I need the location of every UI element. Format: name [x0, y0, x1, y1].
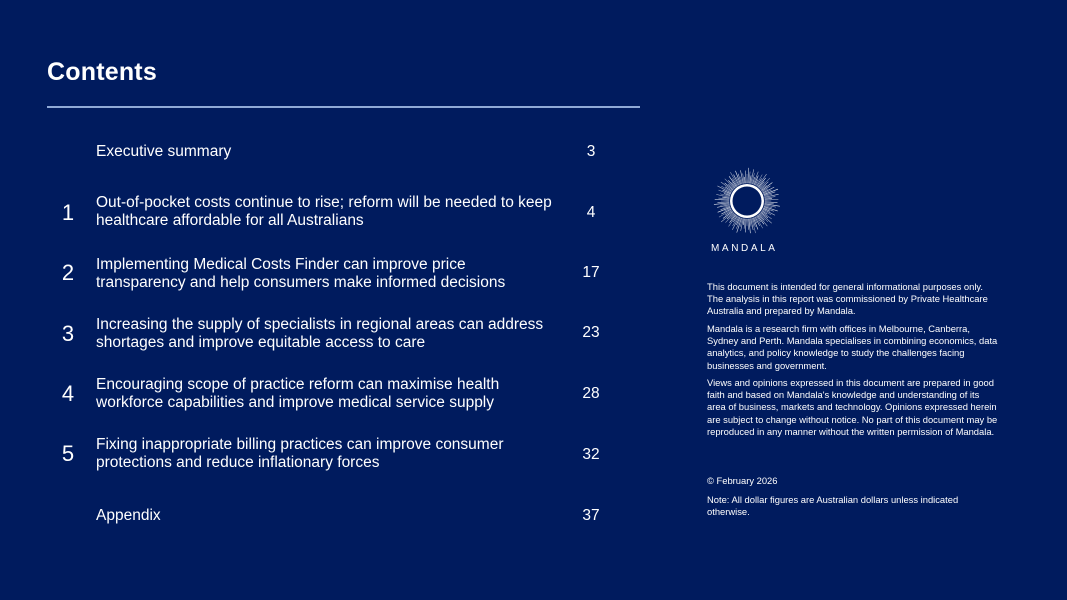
toc-text: Executive summary — [96, 143, 232, 160]
currency-note: Note: All dollar figures are Australian dollars unless indicated otherwise. — [707, 494, 959, 518]
toc-number: 2 — [61, 260, 75, 285]
toc-page-number: 17 — [582, 264, 600, 281]
toc-page-number: 23 — [582, 324, 600, 341]
toc-number: 5 — [61, 441, 75, 466]
toc-page-number: 37 — [582, 507, 600, 524]
title-divider — [47, 106, 640, 108]
toc-page-number: 28 — [582, 385, 600, 402]
toc-text: Increasing the supply of specialists in regional areas can address shortages and improve equitable access to care — [96, 316, 544, 351]
copyright-text: © February 2026 — [707, 475, 778, 486]
toc-page-number: 3 — [586, 143, 596, 160]
toc-number: 1 — [61, 200, 75, 225]
toc-text: Appendix — [96, 507, 161, 524]
toc-text: Encouraging scope of practice reform can maximise health workforce capabilities and improve medical service supply — [96, 376, 500, 411]
toc-number: 4 — [61, 381, 75, 406]
toc-number: 3 — [61, 321, 75, 346]
opinion-paragraph: Views and opinions expressed in this document are prepared in good faith and based on Mandala's knowledge and understanding of its area of business, markets and technology. Opinions expressed herein are subject to change without notice. No part of this document may be reproduced in any manner without the written permission of Mandala. — [707, 377, 998, 437]
toc-page-number: 4 — [586, 204, 596, 221]
logo-wordmark: MANDALA — [711, 243, 778, 254]
toc-text: Implementing Medical Costs Finder can improve price transparency and help consumers make informed decisions — [96, 256, 506, 291]
toc-text: Fixing inappropriate billing practices can improve consumer protections and reduce inflationary forces — [96, 436, 504, 471]
about-paragraph: Mandala is a research firm with offices in Melbourne, Canberra, Sydney and Perth. Mandala specialises in combining economics, data analytics, and policy knowledge to study the challenges facing businesses and government. — [707, 323, 998, 371]
toc-page-number: 32 — [582, 446, 600, 463]
disclaimer-paragraph: This document is intended for general informational purposes only. The analysis in this report was commissioned by Private Healthcare Australia and prepared by Mandala. — [707, 281, 988, 317]
page-title: Contents — [47, 58, 157, 86]
toc-text: Out-of-pocket costs continue to rise; reform will be needed to keep healthcare affordable for all Australians — [96, 194, 552, 229]
